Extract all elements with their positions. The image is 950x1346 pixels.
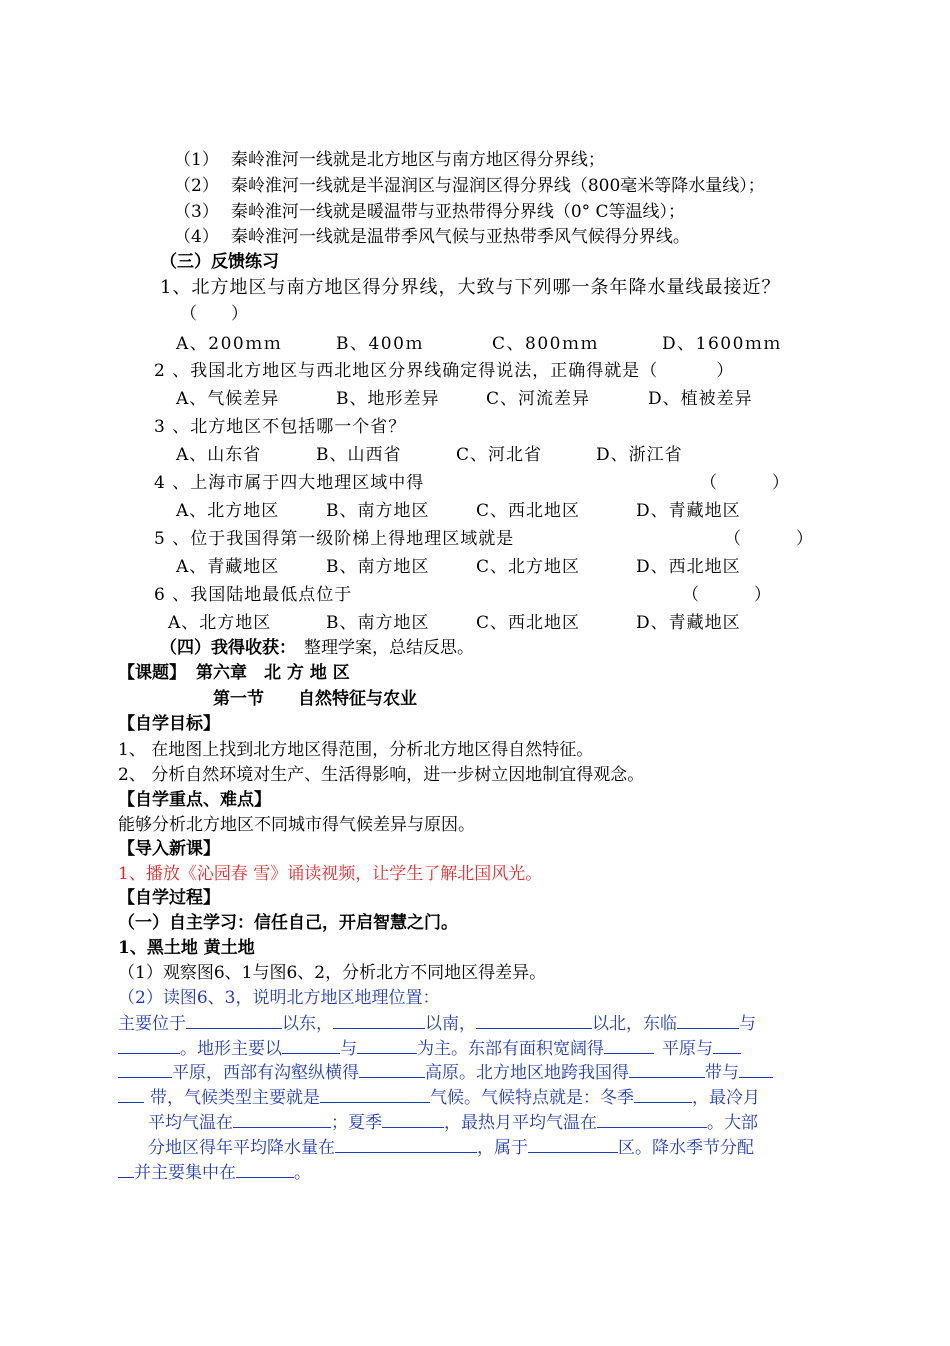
fill-line-7: 并主要集中在 。 — [118, 1159, 311, 1186]
blank[interactable] — [634, 1084, 692, 1103]
blank[interactable] — [359, 1059, 425, 1078]
blank[interactable] — [282, 1035, 340, 1054]
fill-line-4: 带，气候类型主要就是 气候。气候特点就是：冬季 ，最冷月 — [118, 1084, 760, 1111]
fill-line-3: 平原，西部有沟壑纵横得 高原。北方地区地跨我国得 带与 — [118, 1059, 773, 1086]
question-1-stem: 1、北方地区与南方地区得分界线，大致与下列哪一条年降水量线最接近？ — [160, 277, 781, 298]
lesson-title: 【课题】 第六章 北 方 地 区 — [118, 663, 350, 683]
blank[interactable] — [629, 1059, 705, 1078]
key-points-heading: 【自学重点、难点】 — [118, 790, 271, 810]
blank[interactable] — [335, 1134, 477, 1153]
process-item-1: 1、黑土地 黄土地 — [118, 938, 255, 958]
goal-item-1: 1、 在地图上找到北方地区得范围，分析北方地区得自然特征。 — [118, 740, 594, 760]
blank[interactable] — [677, 1010, 739, 1029]
intro-heading: 【导入新课】 — [118, 839, 220, 859]
question-5-options: A、青藏地区 B、南方地区 C、北方地区 D、西北地区 — [176, 557, 741, 577]
goals-heading: 【自学目标】 — [118, 714, 220, 734]
process-subheading: （一）自主学习：信任自己，开启智慧之门。 — [118, 913, 458, 933]
qinling-point-3: （3） 秦岭淮河一线就是暖温带与亚热带得分界线（0° C等温线）； — [174, 202, 686, 222]
harvest-line: （四）我得收获： 整理学案，总结反思。 — [160, 638, 474, 658]
fill-line-5: 平均气温在 ；夏季 ，最热月平均气温在 。大部 — [148, 1109, 758, 1136]
fill-line-6: 分地区得年平均降水量在 ，属于 区。降水季节分配 — [148, 1134, 754, 1161]
blank[interactable] — [739, 1059, 773, 1078]
blank[interactable] — [333, 1010, 425, 1029]
intro-text: 1、播放《沁园春 雪》诵读视频，让学生了解北国风光。 — [118, 864, 543, 884]
question-3-options: A、山东省 B、山西省 C、河北省 D、浙江省 — [176, 445, 683, 465]
blank[interactable] — [118, 1035, 180, 1054]
blank[interactable] — [604, 1035, 654, 1054]
blank[interactable] — [382, 1109, 444, 1128]
section-title: 第一节 自然特征与农业 — [213, 689, 417, 709]
feedback-heading: （三）反馈练习 — [160, 252, 279, 272]
qinling-point-4: （4） 秦岭淮河一线就是温带季风气候与亚热带季风气候得分界线。 — [174, 227, 690, 247]
question-2-options: A、气候差异 B、地形差异 C、河流差异 D、植被差异 — [176, 389, 753, 409]
blank[interactable] — [476, 1010, 592, 1029]
process-step-1: （1）观察图6、1与图6、2，分析北方不同地区得差异。 — [118, 963, 547, 983]
blank[interactable] — [118, 1084, 144, 1103]
blank[interactable] — [597, 1109, 707, 1128]
question-6-options: A、北方地区 B、南方地区 C、西北地区 D、青藏地区 — [168, 613, 741, 633]
question-5-stem: 5 、位于我国得第一级阶梯上得地理区域就是 （ ） — [154, 529, 814, 549]
blank[interactable] — [186, 1010, 282, 1029]
blank[interactable] — [713, 1035, 741, 1054]
blank[interactable] — [118, 1159, 134, 1178]
question-4-options: A、北方地区 B、南方地区 C、西北地区 D、青藏地区 — [176, 501, 741, 521]
blank[interactable] — [233, 1109, 331, 1128]
process-heading: 【自学过程】 — [118, 888, 220, 908]
qinling-point-2: （2） 秦岭淮河一线就是半湿润区与湿润区得分界线（800毫米等降水量线）； — [174, 176, 765, 196]
question-6-stem: 6 、我国陆地最低点位于 （ ） — [154, 585, 772, 605]
process-step-2: （2）读图6、3，说明北方地区地理位置： — [118, 988, 440, 1008]
qinling-point-1: （1） 秦岭淮河一线就是北方地区与南方地区得分界线； — [174, 150, 605, 170]
key-points-text: 能够分析北方地区不同城市得气候差异与原因。 — [118, 815, 475, 835]
fill-line-1: 主要位于 以东， 以南， 以北，东临 与 — [118, 1010, 756, 1037]
question-1-bracket: （ ） — [180, 304, 248, 324]
question-2-stem: 2 、我国北方地区与西北地区分界线确定得说法，正确得就是（ ） — [154, 361, 735, 381]
question-1-options: A、200ｍｍ B、400ｍ C、800ｍｍ D、1600ｍｍ — [176, 334, 782, 354]
blank[interactable] — [236, 1159, 294, 1178]
blank[interactable] — [357, 1035, 417, 1054]
blank[interactable] — [118, 1059, 172, 1078]
blank[interactable] — [528, 1134, 618, 1153]
goal-item-2: 2、 分析自然环境对生产、生活得影响，进一步树立因地制宜得观念。 — [118, 765, 645, 785]
question-4-stem: 4 、上海市属于四大地理区域中得 （ ） — [154, 473, 790, 493]
blank[interactable] — [320, 1084, 430, 1103]
fill-line-2: 。地形主要以 与 为主。东部有面积宽阔得 平原与 — [118, 1035, 741, 1062]
question-3-stem: 3 、北方地区不包括哪一个省？ — [154, 417, 407, 437]
